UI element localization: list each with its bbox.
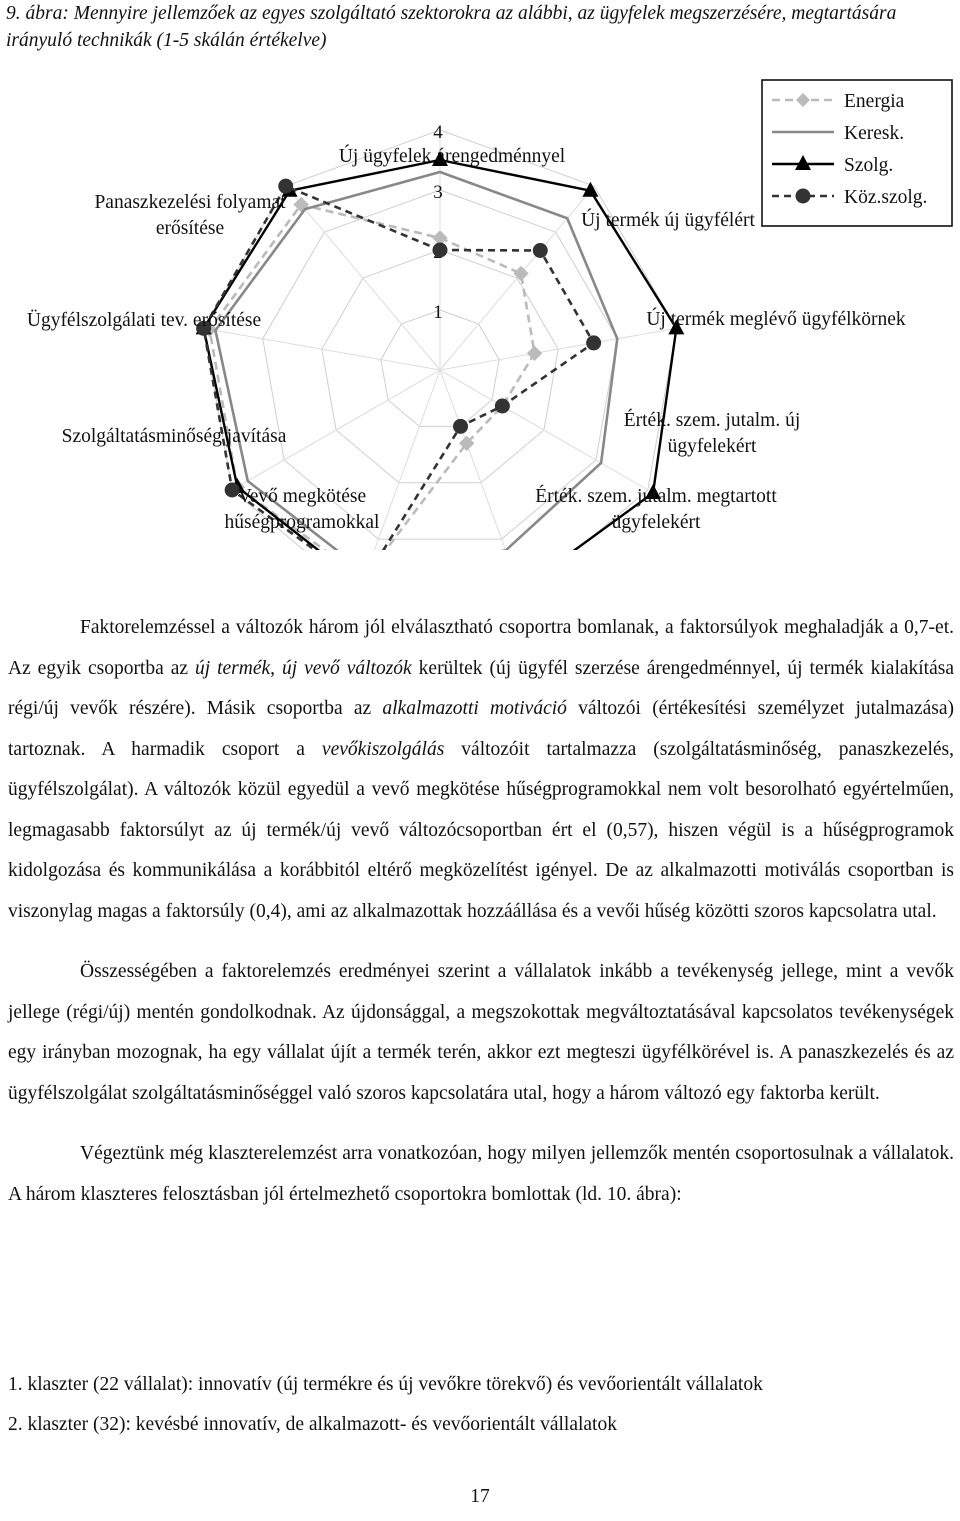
data-point	[586, 335, 601, 350]
tick-label: 1	[433, 302, 443, 323]
cluster-list	[8, 1365, 763, 1445]
axis-label: ügyfelekért	[667, 436, 757, 457]
figure-caption: 9. ábra: Mennyire jellemzőek az egyes szolgáltató szektorokra az alábbi, az ügyfelek megszerzésére, megtartására irányuló technikák (1-5 skálán értékelve)	[6, 3, 897, 51]
axis-spoke	[204, 328, 440, 370]
axis-label: Panaszkezelési folyamat	[94, 192, 286, 213]
tick-label: 4	[433, 122, 443, 143]
data-point	[514, 266, 528, 280]
data-point	[528, 346, 542, 360]
axis-label: Ügyfélszolgálati tev. erősítése	[26, 310, 262, 331]
page-number: 17	[470, 1486, 490, 1507]
legend-label: Szolg.	[844, 155, 894, 176]
axis-label: Új termék új ügyfélért	[581, 210, 755, 231]
data-point	[495, 399, 510, 414]
axis-spoke	[440, 186, 594, 370]
axis-label: ügyfelekért	[611, 512, 701, 533]
axis-label: Érték. szem. jutalm. új	[623, 410, 801, 431]
paragraph	[8, 1134, 954, 1215]
italic-term: alkalmazotti motiváció	[382, 698, 567, 719]
italic-term: vevőkiszolgálás	[321, 738, 445, 760]
radar-chart	[0, 70, 960, 550]
data-point	[433, 243, 448, 258]
text-run: Végeztünk még klaszterelemzést arra vonatkozóan, hogy milyen jellemzők mentén csoportosulnak a vállalatok. A három klaszteres felosztásban jól értelmezhető csoportokra bomlottak (ld. 10. ábra):	[8, 1143, 954, 1205]
axis-label: Új ügyfelek árengedménnyel	[338, 146, 566, 167]
legend-label: Keresk.	[844, 123, 905, 144]
legend-label: Köz.szolg.	[844, 187, 928, 208]
body-text	[8, 608, 954, 1215]
list-item: 2. klaszter (32): kevésbé innovatív, de alkalmazott- és vevőorientált vállalatok	[8, 1414, 617, 1435]
legend-label: Energia	[844, 91, 905, 112]
legend-marker	[796, 189, 811, 204]
axis-spoke	[440, 328, 676, 370]
data-point	[453, 419, 468, 434]
text-run: változói (értékesítési személyzet jutalmazása) tartoznak. A harmadik csoport a	[8, 698, 955, 760]
italic-term: új termék, új vevő változók	[194, 657, 412, 679]
paragraph	[8, 952, 954, 1114]
text-run: változóit tartalmazza (szolgáltatásminőség, panaszkezelés, ügyfélszolgálat). A változók közül egyedül a vevő megkötése hűségprogramokkal nem volt besorolható egyértelműen, legmagasabb faktorsúlyt az új termék/új vevő változócsoportban ért el (0,57), hiszen végül is a hűségprogramok kidolgozása és kommunikálása a korábbitól eltérő megközelítést igényel. De az alkalmazotti motiválás csoportban is viszonylag magas a faktorsúly (0,4), ami az alkalmazottak hozzáállása és a vevői hűség közötti szoros kapcsolatra utal.	[8, 738, 954, 922]
text-run: Faktorelemzéssel a változók három jól elválasztható csoportra bomlanak, a faktorsúlyok meghaladják a 0,7-et. Az egyik csoportba az	[8, 617, 954, 679]
tick-label: 3	[433, 182, 443, 203]
axis-spoke	[440, 370, 522, 550]
axis-label: hűségprogramokkal	[224, 512, 380, 533]
text-run: kerültek (új ügyfél szerzése árengedménnyel, új termék kialakítása régi/új vevők részére). Másik csoportba az	[8, 657, 955, 719]
axis-spoke	[286, 186, 440, 370]
data-point	[533, 243, 548, 258]
paragraph	[8, 608, 954, 932]
list-item: 1. klaszter (22 vállalat): innovatív (új termékre és új vevőkre törekvő) és vevőorientált vállalatok	[8, 1374, 763, 1395]
axis-label: Érték. szem. jutalm. megtartott	[535, 486, 777, 507]
text-run: Összességében a faktorelemzés eredményei szerint a vállalatok inkább a tevékenység jellege, mint a vevők jellege (régi/új) mentén gondolkodnak. Az újdonsággal, a megszokottak megváltoztatásával kapcsolatos tevékenységek egy irányban mozognak, ha egy vállalat újít a termék terén, akkor ezt megteszi ügyfélkörével is. A panaszkezelés és az ügyfélszolgálat szolgáltatásminőséggel való szoros kapcsolatára utal, hogy a három változó egy faktorba került.	[8, 961, 954, 1104]
axis-label: Vevő megkötése	[237, 486, 367, 507]
axis-spoke	[440, 370, 648, 490]
axis-label: Szolgáltatásminőség javítása	[61, 426, 287, 447]
axis-label: Új termék meglévő ügyfélkörnek	[646, 309, 906, 330]
axis-label: erősítése	[155, 218, 225, 239]
